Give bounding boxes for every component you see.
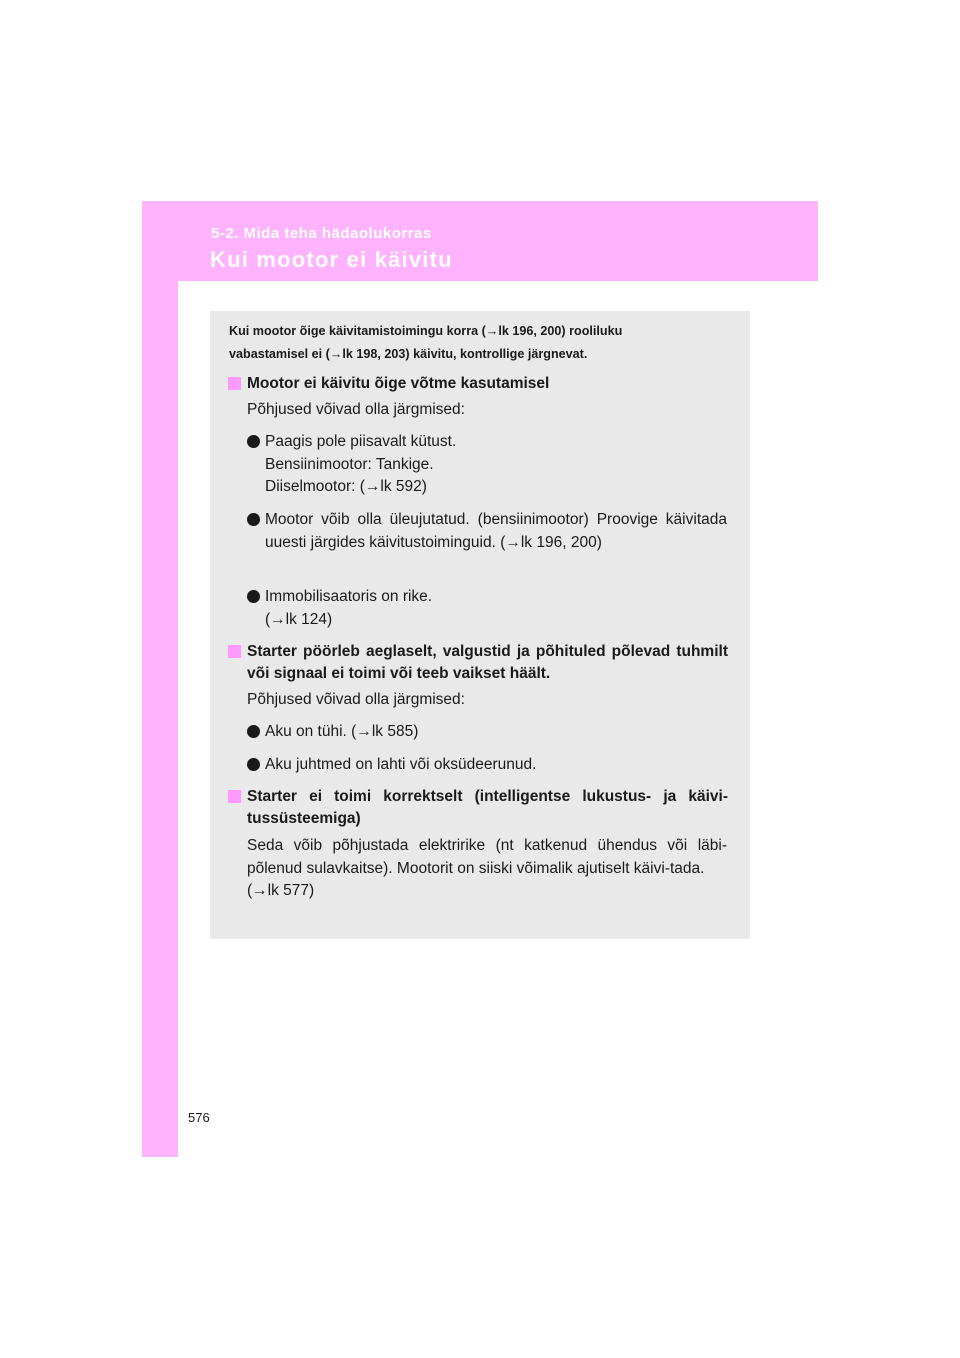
bullet-text: Mootor võib olla üleujutatud. (bensiinimootor) Proovige käivitada uuesti järgides käivitustoiminguid. (→lk 196, 200) <box>265 511 727 551</box>
page-title: Kui mootor ei käivitu <box>210 247 453 272</box>
bullet-icon <box>247 435 260 448</box>
section-intro-2: Põhjused võivad olla järgmised: <box>247 691 465 708</box>
bullet-line: (→lk 124) <box>265 610 333 628</box>
bullet-item <box>247 431 727 499</box>
square-marker-icon <box>228 790 241 803</box>
section-intro-1: Põhjused võivad olla järgmised: <box>247 401 465 418</box>
bullet-text <box>265 586 727 631</box>
intro-line-2: vabastamisel ei (→lk 198, 203) käivitu, kontrollige järgnevat. <box>229 347 588 361</box>
bullet-icon <box>247 725 260 738</box>
bullet-text <box>265 431 727 499</box>
page-reference: (→lk 577) <box>247 882 315 899</box>
section-heading-text: Starter ei toimi korrektselt (intelligentse lukustus- ja käivi-tussüsteemiga) <box>247 788 728 827</box>
bullet-line: Diiselmootor: (→lk 592) <box>265 478 427 495</box>
bullet-icon <box>247 758 260 771</box>
square-marker-icon <box>228 645 241 658</box>
bullet-item <box>247 721 727 744</box>
section-intro-3 <box>247 835 727 903</box>
bullet-item <box>247 754 727 777</box>
bullet-line: Paagis pole piisavalt kütust. <box>265 433 457 450</box>
section-heading-1 <box>228 373 728 395</box>
bullet-item <box>247 586 727 631</box>
intro-paragraph <box>229 320 727 366</box>
side-band <box>142 281 178 1157</box>
bullet-item <box>247 509 727 554</box>
bullet-text: Aku juhtmed on lahti või oksüdeerunud. <box>265 756 537 773</box>
page-number: 576 <box>188 1110 210 1125</box>
section-heading-3 <box>228 786 728 830</box>
section-label: 5-2. Mida teha hädaolukorras <box>211 225 432 242</box>
bullet-line: Immobilisaatoris on rike. <box>265 588 433 605</box>
section-heading-text: Starter pöörleb aeglaselt, valgustid ja põhituled põlevad tuhmilt või signaal ei toimi või teeb vaikset häält. <box>247 643 728 682</box>
bullet-text: Aku on tühi. (→lk 585) <box>265 723 419 740</box>
bullet-icon <box>247 513 260 526</box>
section-heading-text: Mootor ei käivitu õige võtme kasutamisel <box>247 375 550 392</box>
section-body-text: Seda võib põhjustada elektririke (nt katkenud ühendus või läbi-põlenud sulavkaitse). Mootorit on siiski võimalik ajutiselt käivi-tada. <box>247 837 727 877</box>
section-heading-2 <box>228 641 728 685</box>
bullet-line: Bensiinimootor: Tankige. <box>265 455 434 473</box>
square-marker-icon <box>228 377 241 390</box>
intro-line-1: Kui mootor õige käivitamistoimingu korra (→lk 196, 200) rooliluku <box>229 324 623 338</box>
bullet-icon <box>247 590 260 603</box>
